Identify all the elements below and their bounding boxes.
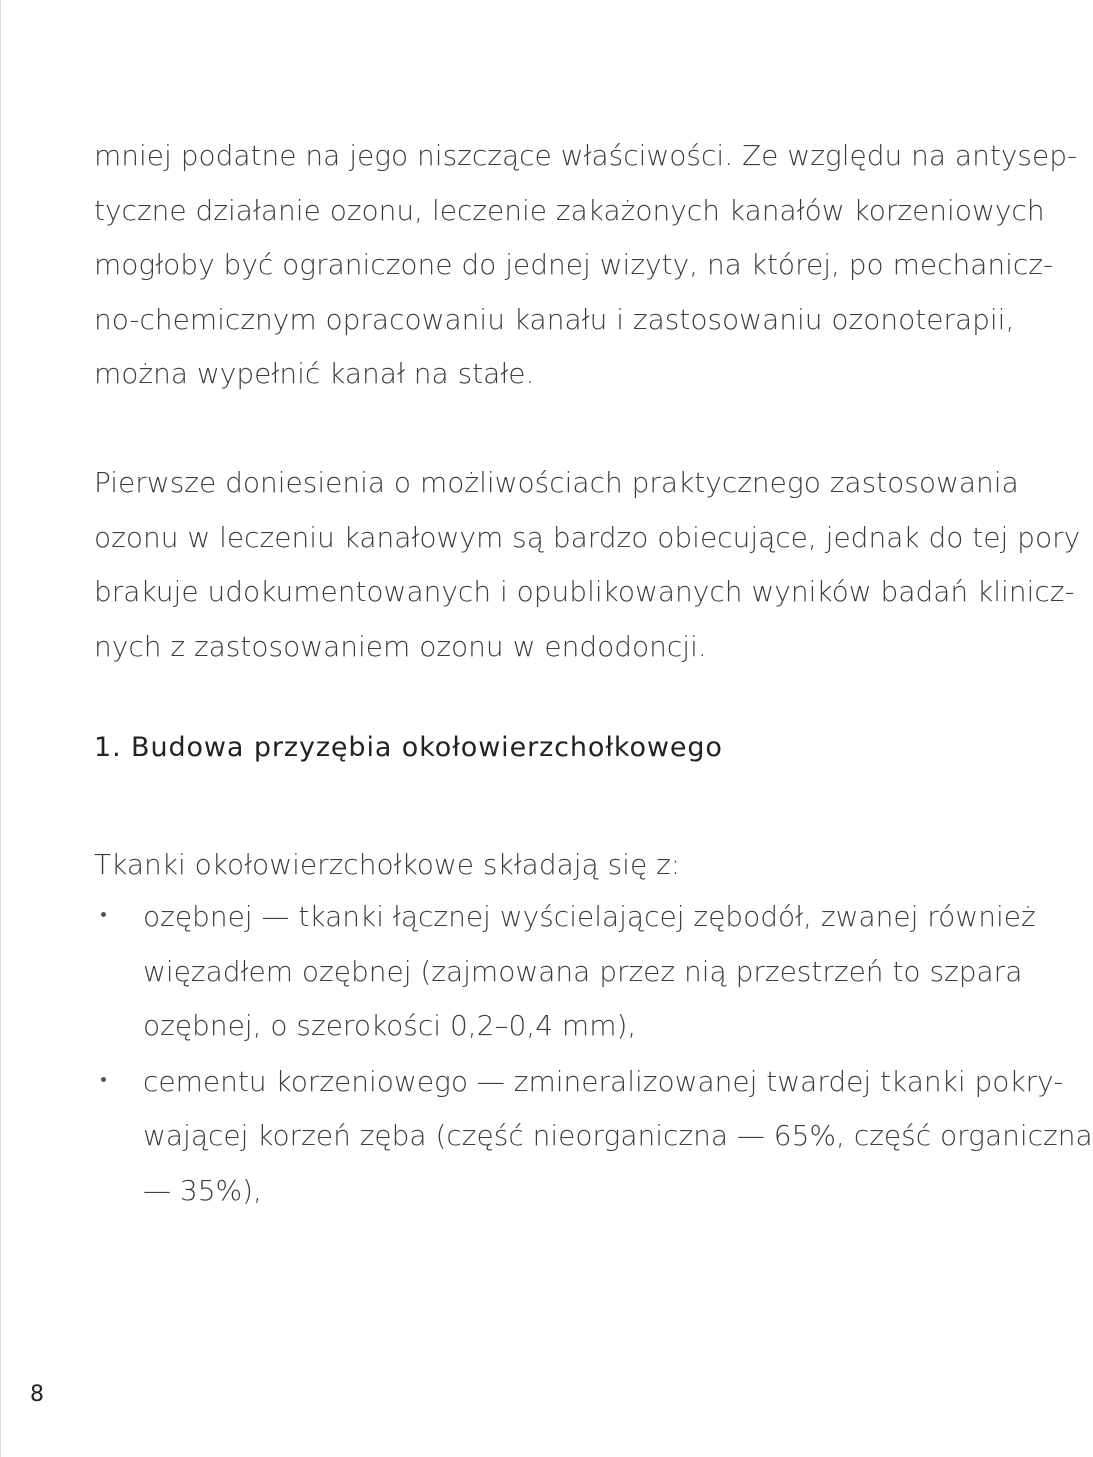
paragraph-2-line: ozonu w leczeniu kanałowym są bardzo obiecujące, jednak do tej pory bbox=[94, 520, 1081, 554]
paragraph-2 bbox=[94, 456, 1081, 674]
list-item-line: ozębnej, o szerokości 0,2–0,4 mm), bbox=[143, 1009, 637, 1042]
bullet-icon bbox=[101, 1077, 106, 1082]
paragraph-2-line: nych z zastosowaniem ozonu w endodoncji. bbox=[94, 629, 707, 663]
list-item-line: cementu korzeniowego — zmineralizowanej twardej tkanki pokry- bbox=[143, 1064, 1064, 1098]
paragraph-1-line: mogłoby być ograniczone do jednej wizyty, na której, po mechanicz- bbox=[94, 248, 1054, 281]
bullet-icon bbox=[101, 912, 106, 917]
page-edge-line bbox=[0, 0, 1, 1457]
section-intro: Tkanki okołowierzchołkowe składają się z: bbox=[94, 848, 681, 881]
paragraph-1-line: tyczne działanie ozonu, leczenie zakażonych kanałów korzeniowych bbox=[94, 193, 1045, 227]
paragraph-1 bbox=[94, 129, 1078, 402]
section-heading: 1. Budowa przyzębia okołowierzchołkowego bbox=[94, 732, 723, 763]
list-item-line: wającej korzeń zęba (część nieorganiczna — 65%, część organiczna bbox=[143, 1119, 1093, 1152]
paragraph-1-line: no-chemicznym opracowaniu kanału i zastosowaniu ozonoterapii, bbox=[94, 302, 1015, 336]
list-item-line: ozębnej — tkanki łącznej wyścielającej zębodół, zwanej również bbox=[143, 900, 1036, 933]
paragraph-1-line: mniej podatne na jego niszczące właściwości. Ze względu na antysep- bbox=[94, 139, 1078, 172]
list-item bbox=[94, 1055, 1093, 1219]
bullet-list bbox=[94, 890, 1093, 1218]
paragraph-1-line: można wypełnić kanał na stałe. bbox=[94, 357, 535, 390]
paragraph-2-line: brakuje udokumentowanych i opublikowanych wyników badań klinicz- bbox=[94, 575, 1075, 608]
list-item bbox=[94, 890, 1036, 1054]
page-number: 8 bbox=[30, 1382, 44, 1407]
list-item-line: — 35%), bbox=[143, 1173, 262, 1207]
list-item-line: więzadłem ozębnej (zajmowana przez nią przestrzeń to szpara bbox=[143, 954, 1023, 988]
paragraph-2-line: Pierwsze doniesienia o możliwościach praktycznego zastosowania bbox=[94, 466, 1019, 499]
